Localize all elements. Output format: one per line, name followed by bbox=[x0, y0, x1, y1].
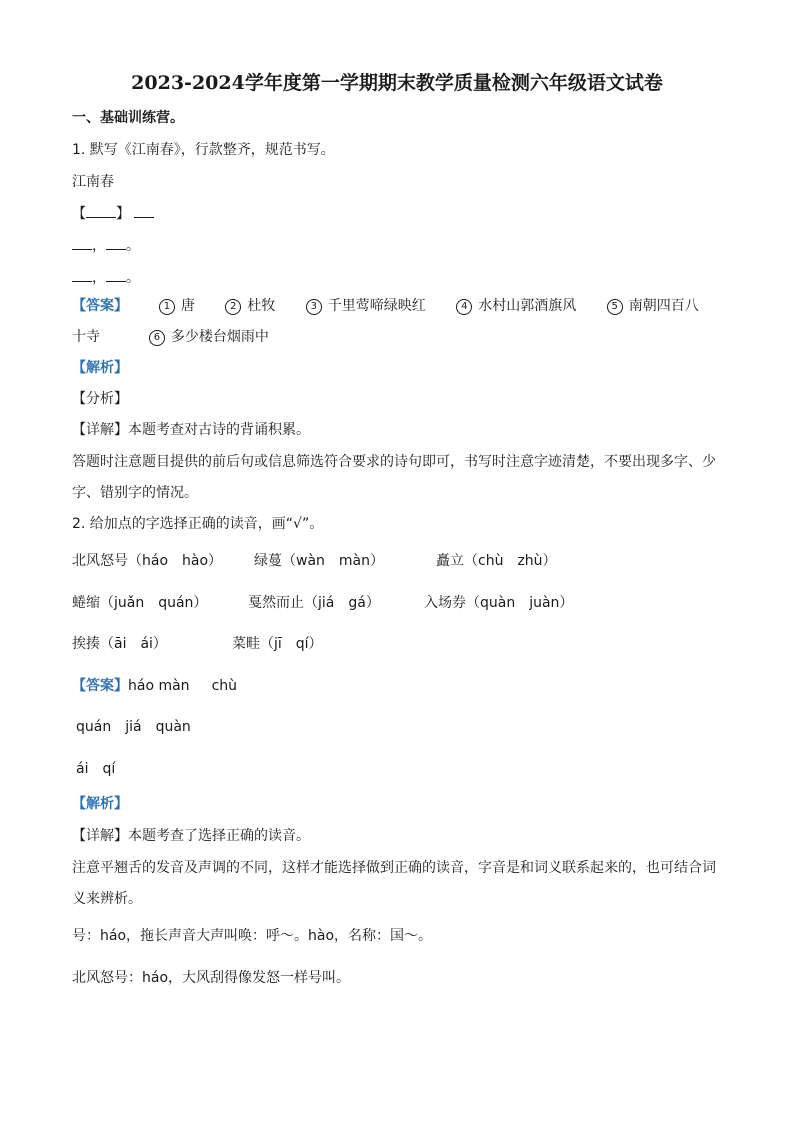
poem-blank-line-1 bbox=[72, 204, 154, 224]
pinyin-item bbox=[254, 551, 384, 571]
q1-answer-line-2 bbox=[72, 327, 269, 347]
pinyin-item bbox=[248, 593, 380, 613]
period: 。 bbox=[126, 270, 140, 286]
beifeng-definition: 北风怒号：háo，大风刮得像发怒一样号叫。 bbox=[72, 970, 351, 986]
q2-answer-line-2 bbox=[76, 717, 191, 737]
q1-note-line-1: 答题时注意题目提供的前后句或信息筛选符合要求的诗句即可，书写时注意字迹清楚，不要出现多字、少 bbox=[72, 454, 716, 470]
poem-blank-line-2 bbox=[72, 236, 140, 256]
q1-note-line-2: 字、错别字的情况。 bbox=[72, 485, 198, 501]
word: 绿蔓 bbox=[254, 553, 282, 569]
word: 戛然而止 bbox=[248, 595, 304, 611]
q1-prompt: 1. 默写《江南春》，行款整齐，规范书写。 bbox=[72, 142, 335, 158]
answer-item bbox=[607, 296, 699, 316]
pinyin-item bbox=[72, 593, 207, 613]
q2-answer-line-1 bbox=[72, 676, 237, 696]
q2-prompt: 2. 给加点的字选择正确的读音，画“√”。 bbox=[72, 516, 324, 532]
answer-text: quán bbox=[76, 719, 112, 735]
circled-number: 5 bbox=[607, 299, 623, 315]
blank bbox=[86, 204, 116, 218]
answer-item bbox=[306, 296, 426, 316]
fenxi-tag: 【分析】 bbox=[72, 391, 128, 407]
blank bbox=[72, 268, 92, 282]
pinyin: （jī qí） bbox=[260, 636, 323, 652]
detail-tag: 【详解】 bbox=[72, 422, 128, 438]
poem-title: 江南春 bbox=[72, 174, 114, 190]
q1-detail bbox=[72, 420, 310, 440]
detail-text: 本题考查对古诗的背诵积累。 bbox=[128, 422, 310, 438]
analysis-tag: 【解析】 bbox=[72, 360, 128, 376]
detail-tag: 【详解】 bbox=[72, 828, 128, 844]
hao-definition: 号：háo，拖长声音大声叫唤：呼～。hào，名称：国～。 bbox=[72, 928, 433, 944]
pinyin: （juǎn quán） bbox=[100, 595, 208, 611]
word: 菜畦 bbox=[232, 636, 260, 652]
answer-text: háo màn bbox=[128, 678, 190, 694]
pinyin: （jiá gá） bbox=[304, 595, 380, 611]
pinyin-item bbox=[232, 634, 323, 654]
answer-text: ái bbox=[76, 761, 89, 777]
q2-note-line-2: 义来辨析。 bbox=[72, 891, 142, 907]
blank bbox=[106, 236, 126, 250]
circled-number: 4 bbox=[456, 299, 472, 315]
word: 矗立 bbox=[436, 553, 464, 569]
q2-detail bbox=[72, 826, 310, 846]
answer-text: chù bbox=[211, 678, 238, 694]
word: 北风怒号 bbox=[72, 553, 128, 569]
pinyin: （háo hào） bbox=[128, 553, 223, 569]
pinyin-item bbox=[72, 551, 222, 571]
section-heading: 一、基础训练营。 bbox=[72, 110, 184, 126]
answer-text: jiá bbox=[125, 719, 142, 735]
pinyin-item bbox=[424, 593, 573, 613]
answer-item bbox=[456, 296, 576, 316]
pinyin: （quàn juàn） bbox=[466, 595, 574, 611]
analysis-tag: 【解析】 bbox=[72, 796, 128, 812]
circled-number: 6 bbox=[149, 330, 165, 346]
bracket-close: 】 bbox=[116, 206, 130, 222]
answer-text: 杜牧 bbox=[247, 298, 276, 314]
circled-number: 3 bbox=[306, 299, 322, 315]
pinyin: （wàn màn） bbox=[282, 553, 384, 569]
word: 蜷缩 bbox=[72, 595, 100, 611]
poem-blank-line-3 bbox=[72, 268, 140, 288]
word: 入场券 bbox=[424, 595, 466, 611]
answer-text: qí bbox=[102, 761, 116, 777]
answer-text: 南朝四百八 bbox=[628, 298, 699, 314]
answer-item bbox=[225, 296, 275, 316]
answer-text: 水村山郭酒旗风 bbox=[478, 298, 577, 314]
answer-text: quàn bbox=[155, 719, 191, 735]
q2-answer-line-3 bbox=[76, 759, 115, 779]
circled-number: 2 bbox=[225, 299, 241, 315]
answer-text: 千里莺啼绿映红 bbox=[327, 298, 426, 314]
word: 挨揍 bbox=[72, 636, 100, 652]
pinyin: （āi ái） bbox=[100, 636, 167, 652]
circled-number: 1 bbox=[159, 299, 175, 315]
answer-text: 多少楼台烟雨中 bbox=[170, 329, 269, 345]
detail-text: 本题考查了选择正确的读音。 bbox=[128, 828, 310, 844]
blank bbox=[134, 204, 154, 218]
pinyin: （chù zhù） bbox=[464, 553, 557, 569]
answer-tag: 【答案】 bbox=[72, 298, 128, 314]
answer-text: 十寺 bbox=[72, 329, 100, 345]
blank bbox=[72, 236, 92, 250]
blank bbox=[106, 268, 126, 282]
pinyin-item bbox=[72, 634, 167, 654]
bracket-open: 【 bbox=[72, 206, 86, 222]
comma: ， bbox=[92, 270, 106, 286]
q2-note-line-1: 注意平翘舌的发音及声调的不同，这样才能选择做到正确的读音，字音是和词义联系起来的，也可结合词 bbox=[72, 860, 716, 876]
q1-answer-line bbox=[72, 296, 699, 316]
answer-item bbox=[159, 296, 195, 316]
comma: ， bbox=[92, 238, 106, 254]
period: 。 bbox=[126, 238, 140, 254]
answer-text: 唐 bbox=[180, 298, 195, 314]
exam-title: 2023-2024学年度第一学期期末教学质量检测六年级语文试卷 bbox=[131, 72, 663, 94]
pinyin-item bbox=[436, 551, 557, 571]
answer-tag: 【答案】 bbox=[72, 678, 128, 694]
